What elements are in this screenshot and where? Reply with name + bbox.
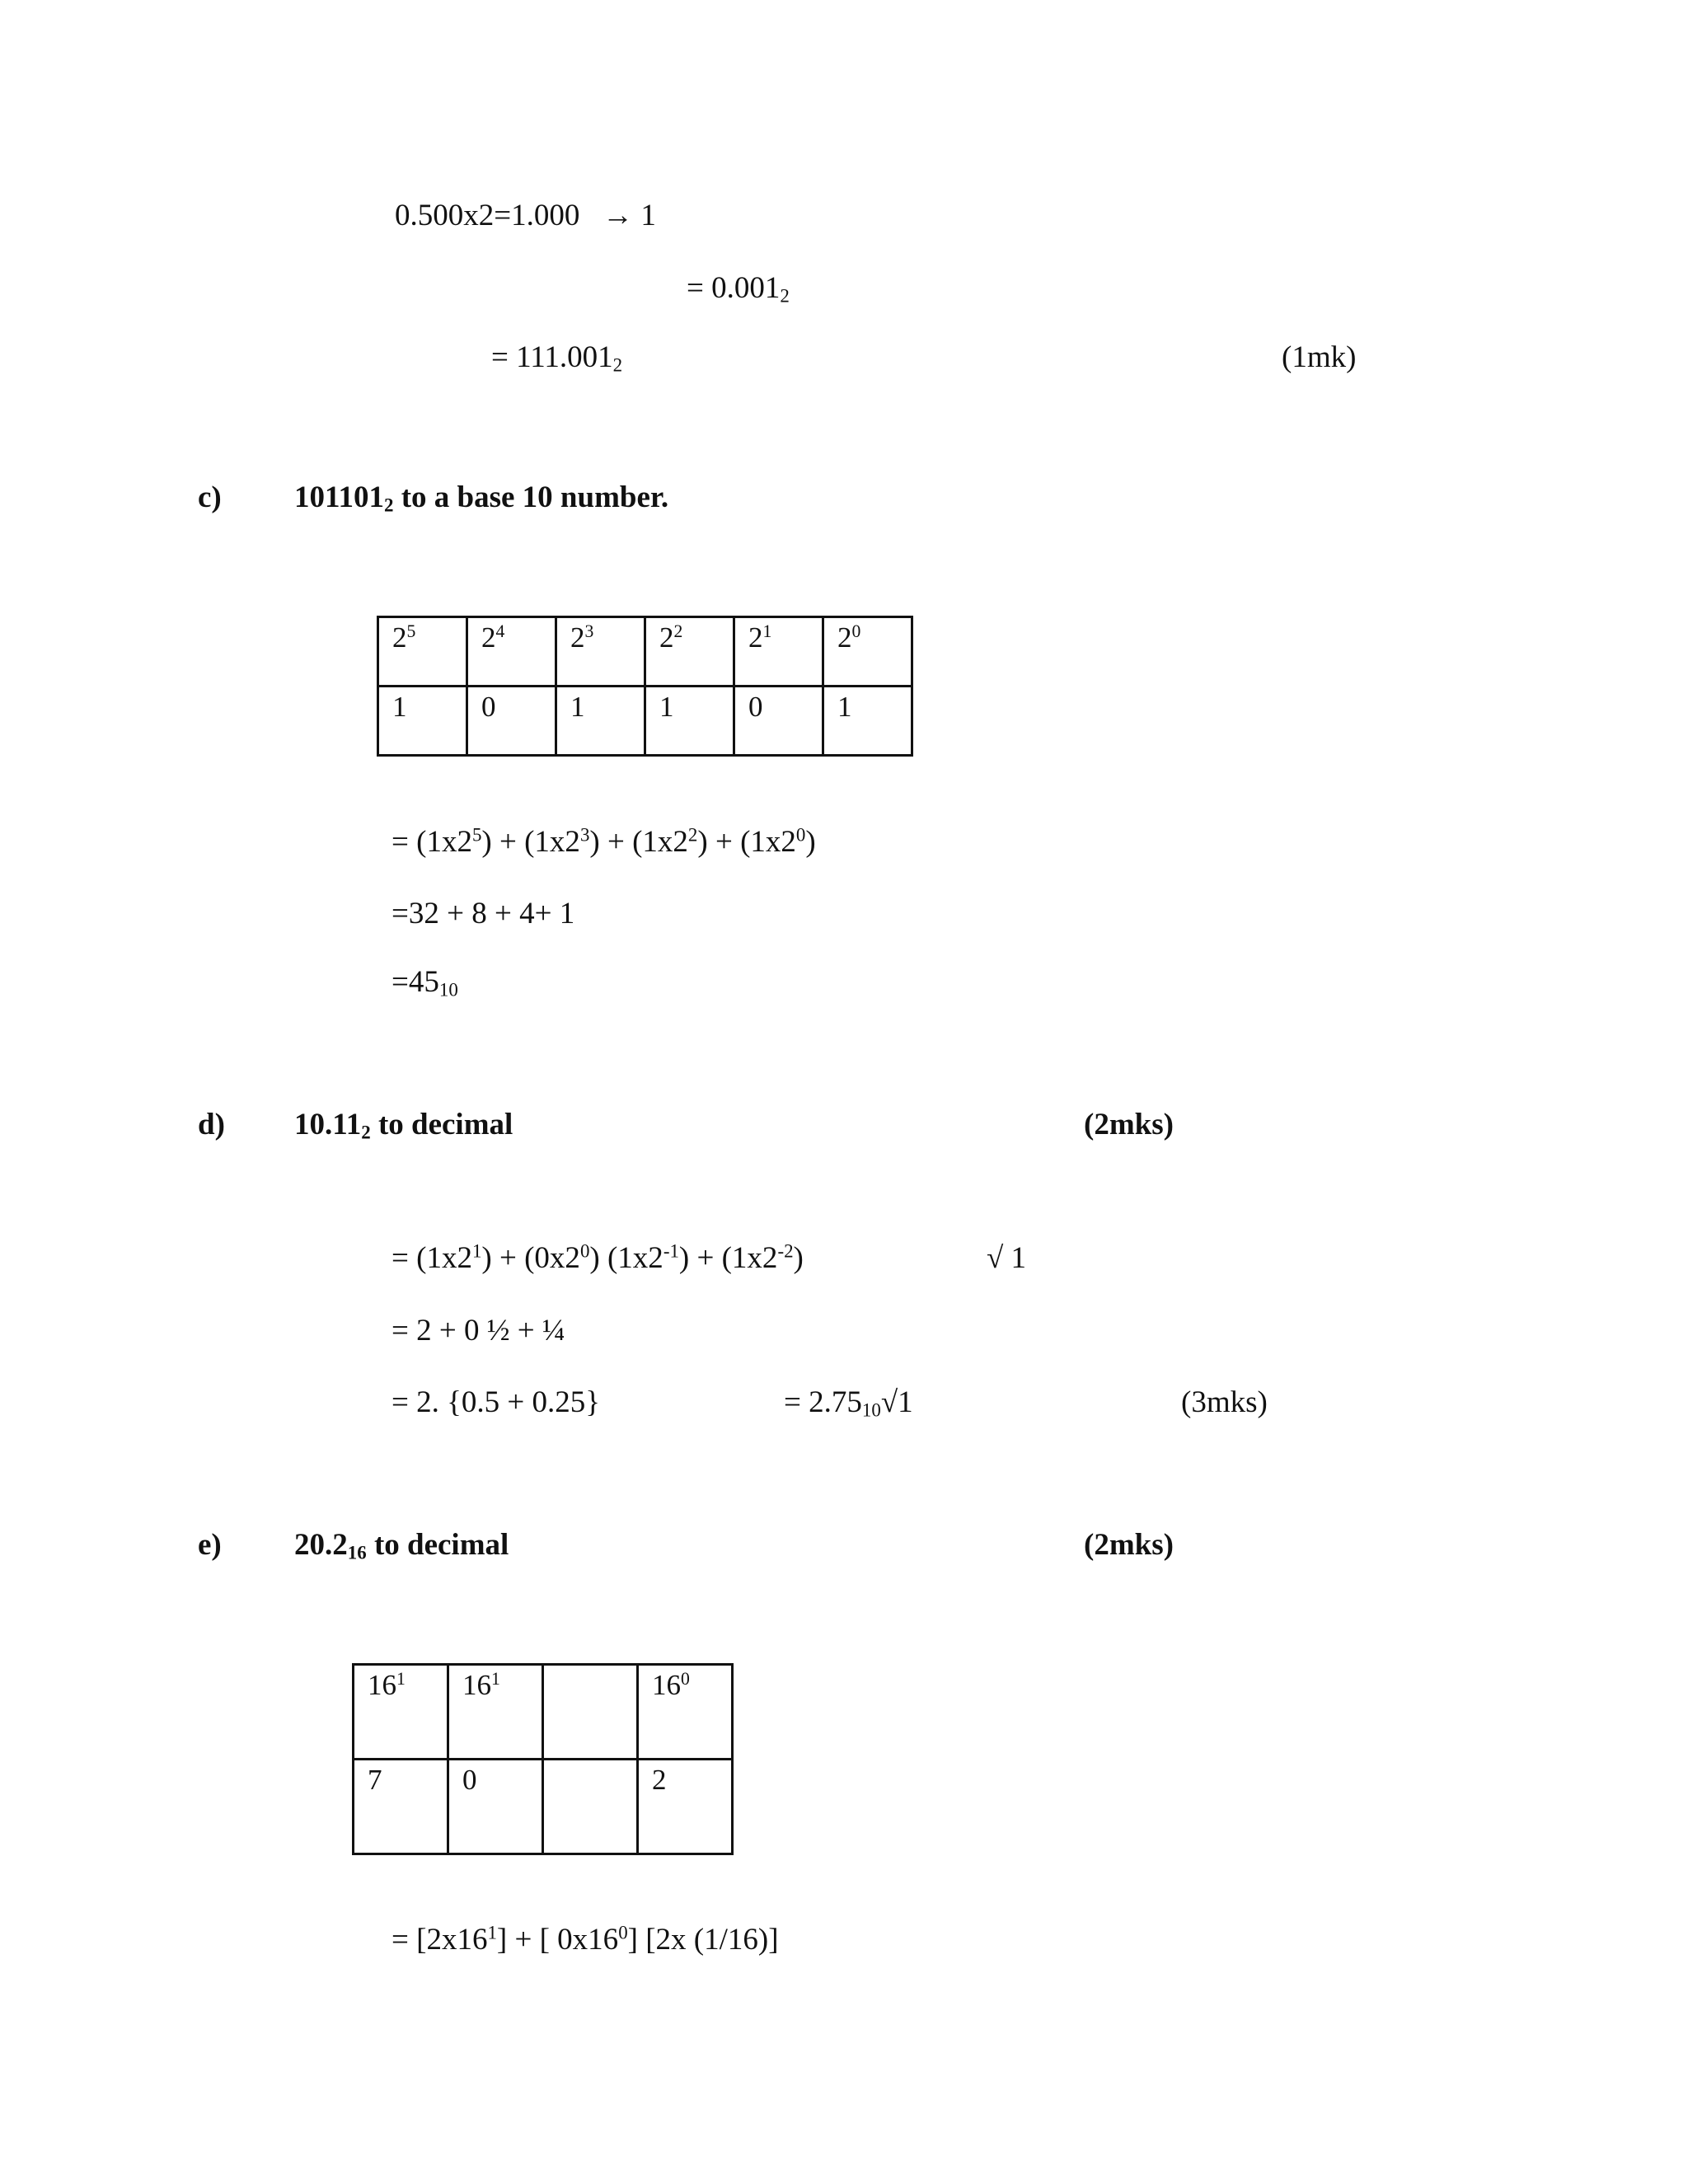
question-c-title: $101101_2$ to a base 10 number.: [294, 480, 669, 516]
question-d-title: $10.11_2$ to decimal: [294, 1108, 513, 1143]
table-cell: $2^1$: [734, 617, 823, 687]
marks-label: (1mk): [1282, 340, 1357, 374]
work-d-result: = $2.75_{10}√1$: [784, 1385, 913, 1421]
work-d-fractions: = 2 + 0 ½ + ¼: [392, 1314, 565, 1347]
work-d-expansion: = $(1x2^1) + (0x2^0) (1x2^{-1}) + (1x2^{-2})$: [392, 1240, 804, 1275]
table-cell: 0: [467, 687, 556, 756]
table-cell: [543, 1760, 638, 1854]
table-cell: $16^0$: [638, 1665, 733, 1760]
table-cell: $2^0$: [823, 617, 912, 687]
work-d-decimal: = 2. {0.5 + 0.25}: [392, 1385, 601, 1419]
table-cell: 1: [645, 687, 734, 756]
place-value-table-base2: [377, 616, 913, 757]
table-cell: 7: [354, 1760, 448, 1854]
table-cell: $2^3$: [556, 617, 645, 687]
work-e-expansion: = $[2x16^1]$ + [ $0x16^0$] [2x (1/16)]: [392, 1922, 779, 1957]
question-label-d: d): [198, 1108, 225, 1141]
marks-label: (3mks): [1181, 1385, 1268, 1419]
table-cell: 0: [448, 1760, 543, 1854]
work-c-sum: =32 + 8 + 4+ 1: [392, 897, 575, 930]
question-e-title: $20.2_{16}$ to decimal: [294, 1528, 509, 1563]
table-cell: 1: [823, 687, 912, 756]
table-cell: $16^1$: [448, 1665, 543, 1760]
table-cell: [543, 1665, 638, 1760]
table-cell: $2^2$: [645, 617, 734, 687]
marks-label: (2mks): [1084, 1528, 1174, 1562]
calc-line-fraction: 0.500x2=1.000 → 1: [395, 199, 656, 232]
tick-mark: √1: [880, 1385, 913, 1419]
arrow-result: → 1: [603, 199, 656, 232]
place-value-table-base16: [352, 1663, 734, 1855]
table-cell: 1: [556, 687, 645, 756]
work-c-result: $=45_{10}$: [392, 965, 458, 1001]
work-c-expansion: = $(1x2^5) + (1x2^3) + (1x2^2) + (1x2^0)$: [392, 824, 816, 859]
table-value-row: [378, 687, 912, 756]
question-label-e: e): [198, 1528, 222, 1562]
table-cell: 1: [378, 687, 467, 756]
calc-line-final-result: = $111.001_2$: [491, 340, 623, 376]
table-cell: $16^1$: [354, 1665, 448, 1760]
table-header-row: [354, 1665, 733, 1760]
tick-mark: √ 1: [987, 1241, 1027, 1275]
question-label-c: c): [198, 480, 222, 514]
table-value-row: [354, 1760, 733, 1854]
table-header-row: [378, 617, 912, 687]
table-cell: 0: [734, 687, 823, 756]
calc-line-fraction-result: = $0.001_2$: [687, 271, 790, 307]
table-cell: $2^5$: [378, 617, 467, 687]
table-cell: $2^4$: [467, 617, 556, 687]
table-cell: 2: [638, 1760, 733, 1854]
marks-label: (2mks): [1084, 1108, 1174, 1141]
